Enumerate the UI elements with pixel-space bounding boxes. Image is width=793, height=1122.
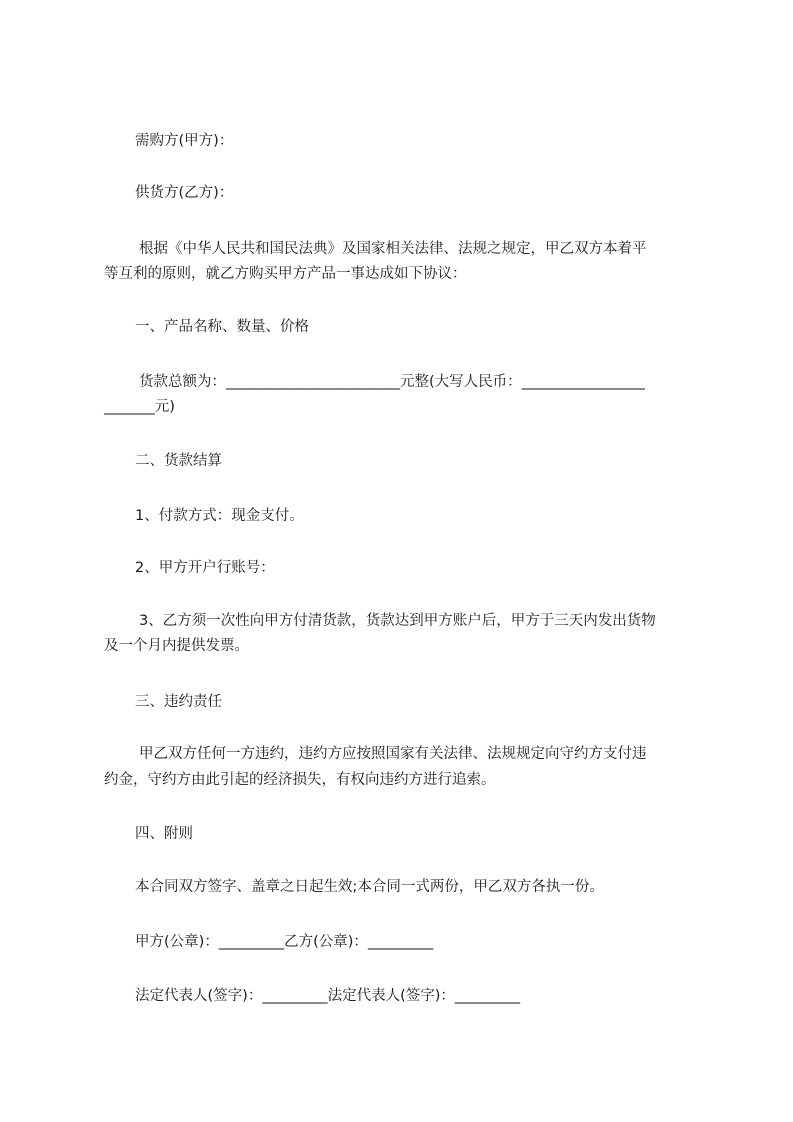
breach-line-2: 约金，守约方由此引起的经济损失，有权向违约方进行追索。 [104,772,496,788]
seal-signature-line: 甲方(公章)：_________乙方(公章)：_________ [135,934,434,950]
amount-line-2: _______元) [104,399,175,415]
section-1-title: 一、产品名称、数量、价格 [135,319,309,335]
intro-line-2: 等互利的原则，就乙方购买甲方产品一事达成如下协议： [104,266,467,282]
bank-account-item: 2、甲方开户行账号： [135,560,275,576]
section-4-title: 四、附则 [135,826,193,842]
breach-line-1: 甲乙双方任何一方违约，违约方应按照国家有关法律、法规规定向守约方支付违 [139,746,647,762]
payment-terms-line-1: 3、乙方须一次性向甲方付清货款，货款达到甲方账户后，甲方于三天内发出货物 [139,613,656,629]
supplier-label: 供货方(乙方)： [135,185,234,201]
representative-signature-line: 法定代表人(签字)：_________法定代表人(签字)：_________ [135,988,521,1004]
section-2-title: 二、货款结算 [135,453,222,469]
buyer-label: 需购方(甲方)： [135,133,234,149]
section-3-title: 三、违约责任 [135,694,222,710]
intro-line-1: 根据《中华人民共和国民法典》及国家相关法律、法规之规定，甲乙双方本着平 [139,241,647,257]
effective-clause: 本合同双方签字、盖章之日起生效;本合同一式两份，甲乙双方各执一份。 [135,879,604,895]
payment-terms-line-2: 及一个月内提供发票。 [104,638,249,654]
payment-method-item: 1、付款方式：现金支付。 [135,508,304,524]
amount-line-1: 货款总额为：________________________元整(大写人民币：_________________ [139,374,645,390]
